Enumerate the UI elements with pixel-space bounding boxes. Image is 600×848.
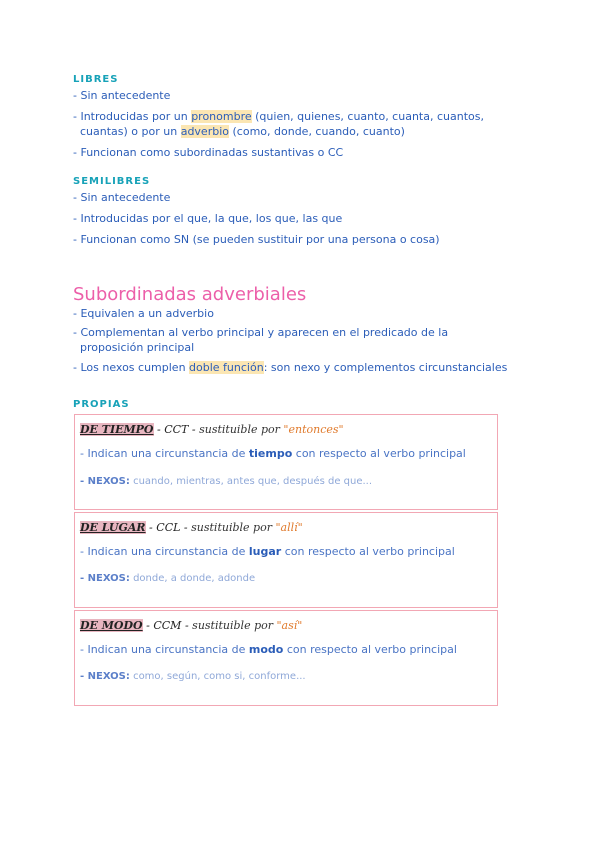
box-modo <box>74 610 498 706</box>
tag-de-tiempo: DE TIEMPO <box>80 423 154 436</box>
box-lugar <box>74 512 498 608</box>
heading-propias: PROPIAS <box>73 399 130 410</box>
box-modo-nexos: - NEXOS: como, según, como si, conforme... <box>80 671 306 682</box>
box-tiempo-title: DE TIEMPO - CCT - sustituible por "entonces" <box>80 423 344 436</box>
heading-libres: LIBRES <box>73 74 119 85</box>
heading-semilibres: SEMILIBRES <box>73 176 151 187</box>
semilibres-line-3: - Funcionan como SN (se pueden sustituir por una persona o cosa) <box>73 233 440 246</box>
box-lugar-desc: - Indican una circunstancia de lugar con respecto al verbo principal <box>80 545 455 558</box>
libres-line-4: - Funcionan como subordinadas sustantivas o CC <box>73 146 344 159</box>
adverbiales-line-1: - Equivalen a un adverbio <box>73 307 214 320</box>
adverbiales-line-3: proposición principal <box>80 341 195 354</box>
tag-de-modo: DE MODO <box>80 619 143 632</box>
highlight-adverbio: adverbio <box>180 125 229 138</box>
adverbiales-line-2: - Complementan al verbo principal y aparecen en el predicado de la <box>73 326 449 339</box>
libres-line-1: - Sin antecedente <box>73 89 171 102</box>
box-tiempo <box>74 414 498 510</box>
box-lugar-title: DE LUGAR - CCL - sustituible por "allí" <box>80 521 303 534</box>
box-lugar-nexos: - NEXOS: donde, a donde, adonde <box>80 573 256 584</box>
libres-line-3: cuantas) o por un adverbio (como, donde, cuando, cuanto) <box>80 125 405 138</box>
libres-line-2: - Introducidas por un pronombre (quien, quienes, cuanto, cuanta, cuantos, <box>73 110 484 123</box>
box-tiempo-desc: - Indican una circunstancia de tiempo con respecto al verbo principal <box>80 447 466 460</box>
highlight-pronombre: pronombre <box>191 110 252 123</box>
semilibres-line-1: - Sin antecedente <box>73 191 171 204</box>
box-modo-title: DE MODO - CCM - sustituible por "así" <box>80 619 303 632</box>
highlight-doble-funcion: doble función <box>189 361 264 374</box>
section-title-adverbiales: Subordinadas adverbiales <box>73 284 307 305</box>
box-tiempo-nexos: - NEXOS: cuando, mientras, antes que, después de que... <box>80 476 373 487</box>
adverbiales-line-4: - Los nexos cumplen doble función: son nexo y complementos circunstanciales <box>73 361 508 374</box>
box-modo-desc: - Indican una circunstancia de modo con respecto al verbo principal <box>80 643 457 656</box>
tag-de-lugar: DE LUGAR <box>80 521 146 534</box>
semilibres-line-2: - Introducidas por el que, la que, los que, las que <box>73 212 343 225</box>
